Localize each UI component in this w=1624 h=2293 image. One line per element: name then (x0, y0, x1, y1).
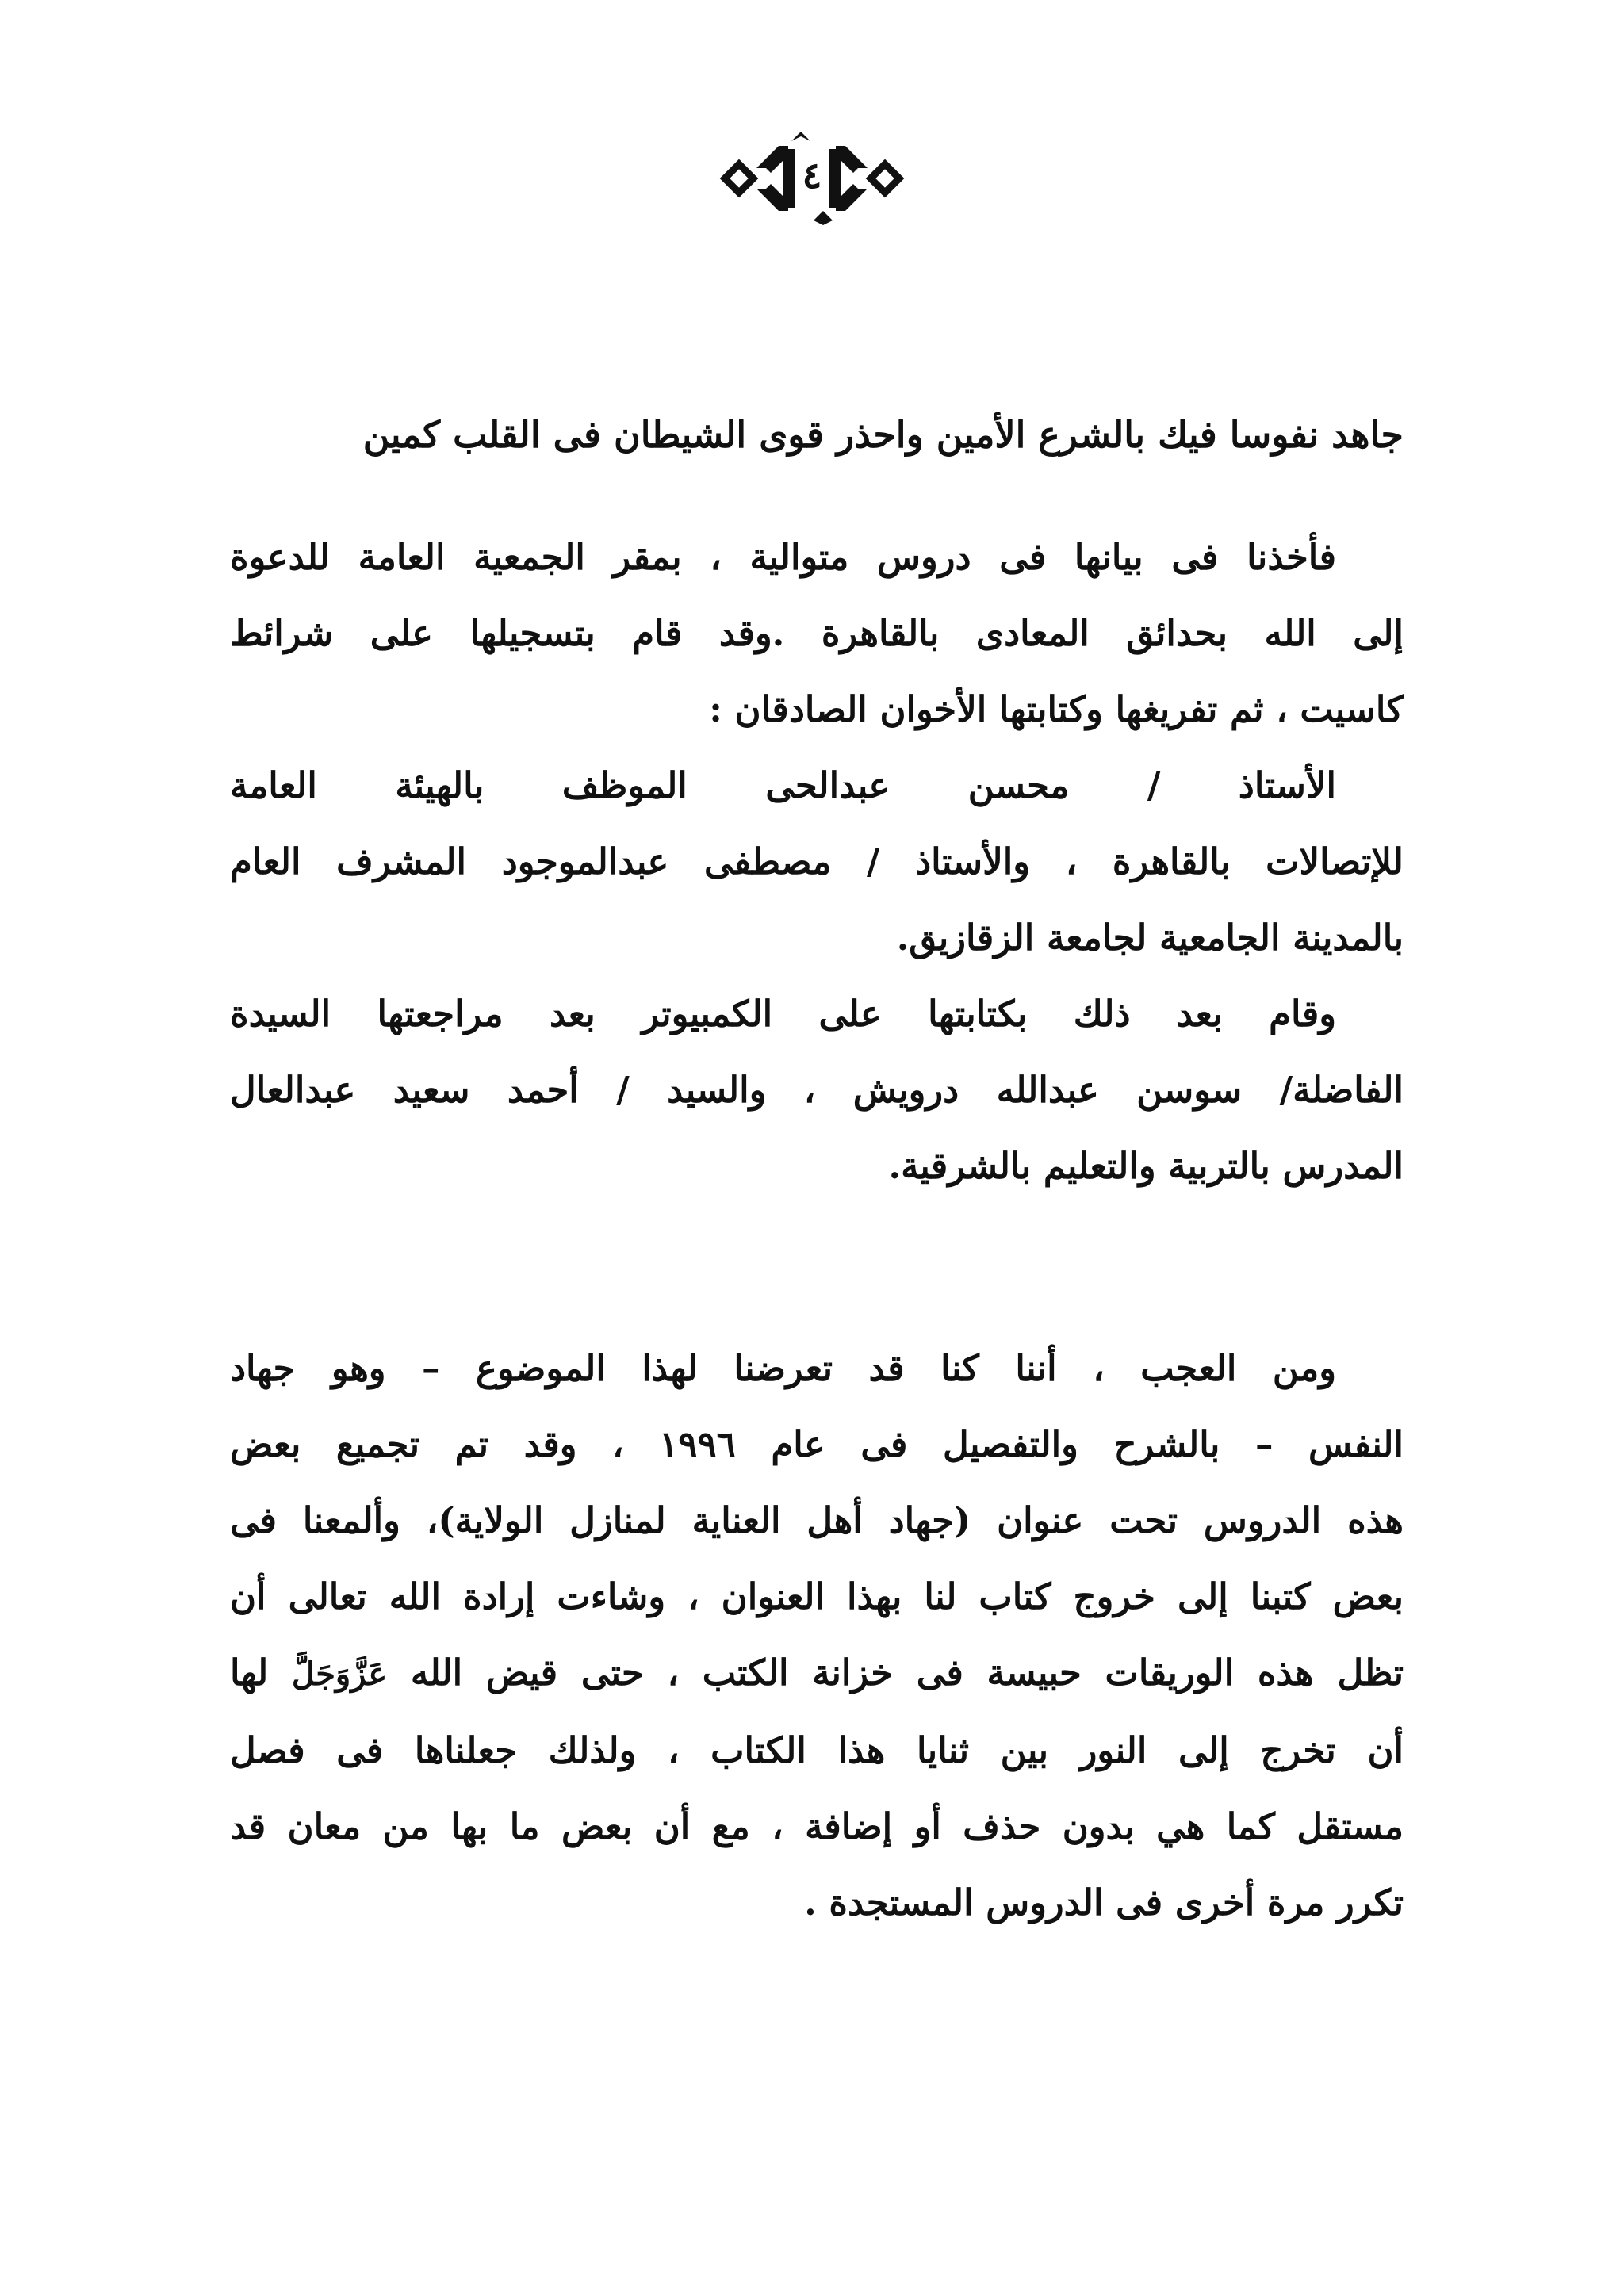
text-segment: لها (230, 1652, 269, 1694)
text-line: بالمدينة الجامعية لجامعة الزقازيق. (896, 917, 1404, 959)
text-segment: تظل هذه الوريقات حبيسة فى خزانة الكتب ، حتى قيض الله (410, 1652, 1404, 1694)
text-line: فأخذنا فى بيانها فى دروس متوالية ، بمقر الجمعية العامة للدعوة (230, 536, 1336, 578)
page-number: ٤ (802, 154, 822, 197)
text-line: للإتصالات بالقاهرة ، والأستاذ / مصطفى عبدالموجود المشرف العام (230, 840, 1404, 882)
paragraph-recording-credits (230, 519, 1404, 1204)
honorific-glyph: عَزَّوَجَلَّ (291, 1656, 388, 1693)
text-line: كاسيت ، ثم تفريغها وكتابتها الأخوان الصادقان : (709, 688, 1404, 730)
text-line: تكرر مرة أخرى فى الدروس المستجدة . (804, 1881, 1404, 1924)
text-line: المدرس بالتربية والتعليم بالشرقية. (888, 1145, 1404, 1187)
text-line: بعض كتبنا إلى خروج كتاب لنا بهذا العنوان ، وشاءت إرادة الله تعالى أن (230, 1575, 1404, 1617)
paragraph-book-history (230, 1330, 1404, 1941)
text-line: هذه الدروس تحت عنوان (جهاد أهل العناية لمنازل الولاية)، وألمعنا فى (230, 1499, 1404, 1541)
text-line: الفاضلة/ سوسن عبدالله درويش ، والسيد / أحمد سعيد عبدالعال (230, 1069, 1404, 1111)
text-line: وقام بعد ذلك بكتابتها على الكمبيوتر بعد مراجعتها السيدة (230, 993, 1336, 1035)
poetry-verse: جاهد نفوسا فيك بالشرع الأمين واحذر قوى الشيطان فى القلب كمين (362, 413, 1404, 456)
text-line: أن تخرج إلى النور بين ثنايا هذا الكتاب ، ولذلك جعلناها فى فصل (230, 1729, 1404, 1771)
text-line: النفس – بالشرح والتفصيل فى عام ١٩٩٦ ، وقد تم تجميع بعض (230, 1423, 1404, 1465)
text-line-with-honorific (230, 1635, 1404, 1713)
text-line: ومن العجب ، أننا كنا قد تعرضنا لهذا الموضوع – وهو جهاد (230, 1347, 1336, 1389)
text-line: إلى الله بحدائق المعادى بالقاهرة .وقد قام بتسجيلها على شرائط (230, 612, 1404, 654)
text-line: الأستاذ / محسن عبدالحى الموظف بالهيئة العامة (230, 764, 1336, 806)
text-line: مستقل كما هي بدون حذف أو إضافة ، مع أن بعض ما بها من معان قد (230, 1805, 1404, 1847)
